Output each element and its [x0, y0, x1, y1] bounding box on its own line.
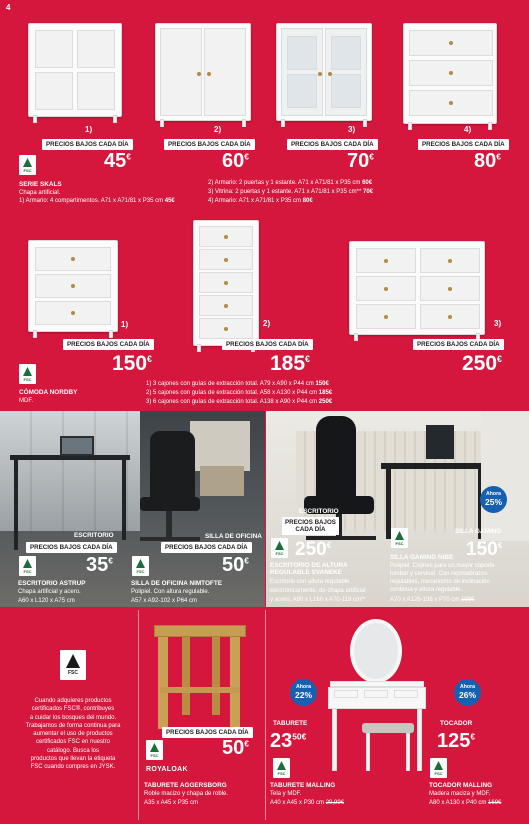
price-skals-2: 60€ [222, 150, 249, 172]
fsc-logo: FSC [146, 740, 163, 760]
product-desc: A57 x A92-102 x P64 cm [131, 598, 198, 604]
drawer-cabinet-image [403, 23, 497, 124]
product-title-nimtofte: SILLA DE OFICINA NIMTOFTE [131, 580, 223, 587]
dresser-6-drawers-image [349, 241, 485, 335]
fsc-logo-large: FSC [60, 650, 86, 680]
deal-label: PRECIOS BAJOS CADA DÍA [418, 139, 509, 150]
product-desc: Tela y MDF. [270, 791, 302, 797]
product-title-astrup: ESCRITORIO ASTRUP [18, 580, 86, 587]
dresser-5-drawers-image [193, 220, 259, 346]
price-nordby-2: 185€ [270, 352, 310, 375]
product-desc: A70 x A126-136 x P70 cm 199€ [390, 597, 475, 603]
item-number: 2) [263, 319, 271, 328]
fsc-logo: FSC [271, 538, 288, 558]
category-tag: ESCRITORIO [299, 508, 339, 515]
brand-logo: ROYALOAK [146, 766, 188, 773]
item-number: 2) [214, 125, 222, 134]
category-tag: TABURETE [273, 720, 308, 727]
product-desc: Roble macizo y chapa de roble. [144, 791, 229, 797]
item-number: 3) [494, 319, 502, 328]
deal-label: PRECIOS BAJOS CADA DÍA [164, 139, 255, 150]
price-malling-stool: $23^{50€}$ [270, 730, 307, 752]
oak-stool-image [150, 625, 250, 735]
fsc-logo: FSC [132, 556, 149, 576]
price-skals-1: 45€ [104, 150, 131, 172]
product-desc: Escritorio con altura regulable [270, 579, 350, 585]
product-desc: A35 x A45 x P35 cm [144, 800, 199, 806]
cabinet-4-compartments-image [28, 23, 122, 117]
product-desc: Polipiel. Con altura regulable. [131, 589, 210, 595]
product-title-malling-vanity: TOCADOR MALLING [429, 782, 493, 789]
vanity-table-image [322, 615, 432, 775]
product-desc: regulables, mecanismo de inclinación [390, 579, 490, 585]
category-tag: SILLA GAMING [455, 528, 502, 535]
product-desc: A60 x L120 x A75 cm [18, 598, 75, 604]
product-desc: electrónicamente, de chapa artificial [270, 588, 366, 594]
price-nordby-3: 250€ [462, 352, 502, 375]
page-number: 4 [6, 3, 11, 12]
spec-line: 4) Armario: A71 x A71/81 x P35 cm 80€ [208, 198, 313, 204]
product-desc: A80 x A130 x P40 cm 169€ [429, 800, 502, 806]
office-photo [0, 411, 265, 607]
deal-label: PRECIOS BAJOS CADA DÍA [287, 139, 378, 150]
spec-line: 1) Armario: 4 compartimentos. A71 x A71/81 x P35 cm 45€ [19, 198, 175, 204]
item-number: 4) [464, 125, 472, 134]
product-title-svaneke: ESCRITORIO DE ALTURA REGULABLE SVANEKE [270, 562, 348, 576]
price-nibe: 150€ [466, 539, 503, 560]
spec-line: 3) 6 cajones con guías de extracción total. A138 x A90 x P44 cm 250€ [146, 399, 333, 405]
price-nimtofte: 50€ [222, 554, 249, 576]
discount-badge: Ahora 26% [454, 679, 481, 706]
item-number: 1) [121, 320, 129, 329]
category-tag: SILLA DE OFICINA [205, 533, 262, 540]
deal-label: PRECIOS BAJOS CADA DÍA [413, 339, 504, 350]
fsc-info-text: Cuando adquieres productos certificados FSC®, contribuyes a cuidar los bosques del mundo. Trabajamos de forma continua para aumentar el uso de productos certificados FSC en nuestro catálogo. Busca los productos que llevan la etiqueta FSC cuando compres en JYSK. [25, 698, 121, 771]
fsc-logo: FSC [19, 556, 36, 576]
item-number: 1) [85, 125, 93, 134]
dresser-3-drawers-image [28, 240, 118, 332]
fsc-logo: FSC [391, 528, 408, 548]
product-title-nibe: SILLA GAMING NIBE [390, 554, 454, 561]
price-svaneke: 250€ [295, 539, 332, 560]
price-malling-vanity: 125€ [437, 730, 476, 752]
deal-label: PRECIOS BAJOS CADA DÍA [222, 339, 313, 350]
product-material: MDF. [19, 398, 33, 404]
price-skals-4: 80€ [474, 150, 501, 172]
product-desc: y acero. A80 x L160 x A70-119 cm** [270, 597, 366, 603]
fsc-logo: FSC [19, 155, 36, 175]
category-tag: ESCRITORIO [74, 532, 114, 539]
deal-label: PRECIOS BAJOS CADA DÍA [282, 517, 339, 535]
price-nordby-1: 150€ [112, 352, 152, 375]
price-aggersborg: 50€ [222, 737, 249, 759]
product-desc: Chapa artificial y acero. [18, 589, 81, 595]
product-title-aggersborg: TABURETE AGGERSBORG [144, 782, 227, 789]
product-title-nordby: CÓMODA NORDBY [19, 389, 78, 396]
vitrine-image [276, 23, 372, 121]
deal-label: PRECIOS BAJOS CADA DÍA [63, 339, 154, 350]
spec-line: 1) 3 cajones con guías de extracción total. A79 x A90 x P44 cm 150€ [146, 381, 329, 387]
product-title-skals: SERIE SKALS [19, 181, 62, 188]
product-desc: Madera maciza y MDF. [429, 791, 491, 797]
deal-label: PRECIOS BAJOS CADA DÍA [26, 542, 117, 553]
discount-badge: Ahora 22% [290, 679, 317, 706]
product-title-malling-stool: TABURETE MALLING [270, 782, 336, 789]
product-desc: A40 x A45 x P30 cm 29,99€ [270, 800, 345, 806]
cabinet-2-doors-image [155, 23, 251, 121]
price-skals-3: 70€ [347, 150, 374, 172]
deal-label: PRECIOS BAJOS CADA DÍA [162, 727, 253, 738]
fsc-logo: FSC [430, 758, 447, 778]
discount-badge: Ahora 25% [480, 486, 507, 513]
category-tag: TOCADOR [440, 720, 473, 727]
product-desc: lumbar y cervical. Con reposabrazos [390, 571, 488, 577]
item-number: 3) [348, 125, 356, 134]
divider [138, 610, 139, 820]
product-desc: Polipiel. Cojines para un mayor soporte [390, 563, 495, 569]
spec-line: 2) Armario: 2 puertas y 1 estante. A71 x A71/81 x P35 cm 60€ [208, 180, 373, 186]
deal-label: PRECIOS BAJOS CADA DÍA [42, 139, 133, 150]
fsc-logo: FSC [273, 758, 290, 778]
spec-line: 2) 5 cajones con guías de extracción total. A58 x A130 x P44 cm 185€ [146, 390, 333, 396]
price-astrup: 35€ [86, 554, 113, 576]
divider [265, 610, 266, 820]
product-material: Chapa artificial. [19, 190, 61, 196]
spec-line: 3) Vitrina: 2 puertas y 1 estante. A71 x A71/81 x P35 cm** 70€ [208, 189, 373, 195]
product-desc: continua y altura regulable. [390, 587, 463, 593]
fsc-logo: FSC [19, 364, 36, 384]
deal-label: PRECIOS BAJOS CADA DÍA [161, 542, 252, 553]
